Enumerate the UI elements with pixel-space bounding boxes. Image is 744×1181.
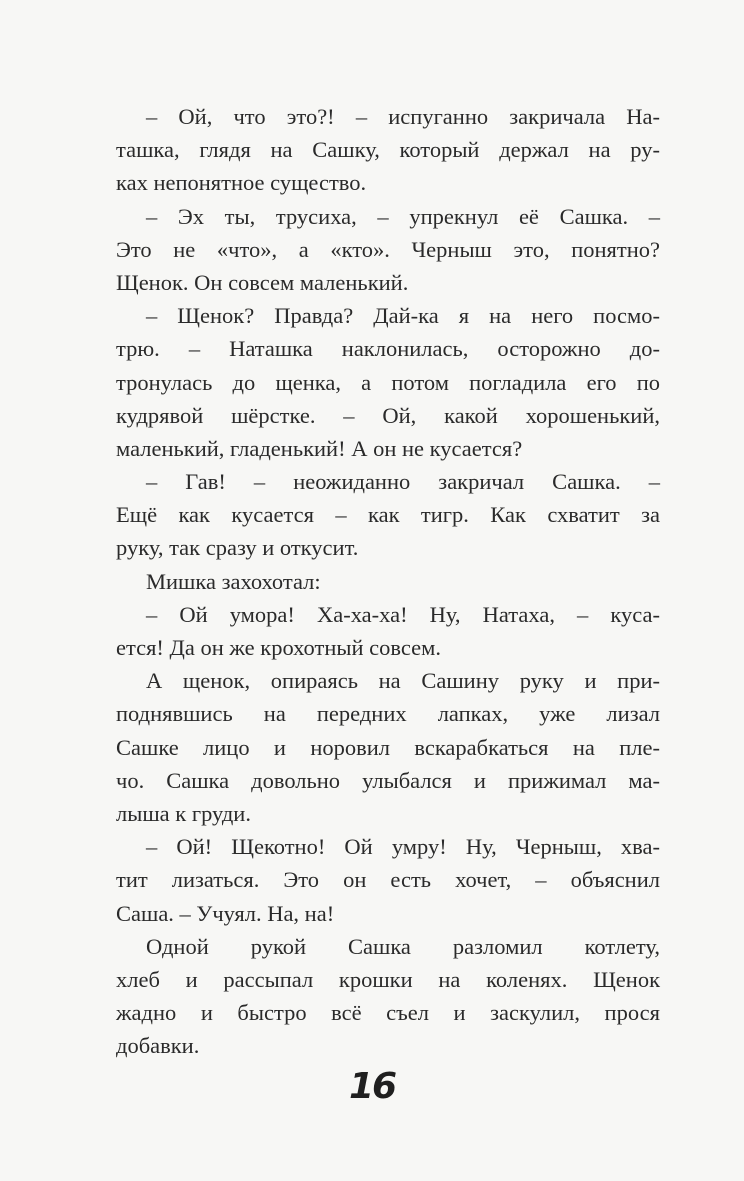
text-line: Ещё как кусается – как тигр. Как схватит за [116, 502, 660, 528]
text-line: маленький, гладенький! А он не кусается? [116, 435, 523, 461]
page-number: 16 [348, 1066, 396, 1107]
text-line: – Ой! Щекотно! Ой умру! Ну, Черныш, хва- [146, 834, 660, 860]
text-line: Щенок. Он совсем маленький. [116, 269, 409, 295]
text-line: жадно и быстро всё съел и заскулил, прося [116, 1000, 660, 1026]
text-line: поднявшись на передних лапках, уже лизал [116, 701, 660, 727]
text-line: – Ой умора! Ха-ха-ха! Ну, Натаха, – куса- [146, 601, 660, 627]
text-line: – Щенок? Правда? Дай-ка я на него посмо- [146, 303, 660, 329]
text-line: – Гав! – неожиданно закричал Сашка. – [146, 469, 660, 495]
text-line: – Эх ты, трусиха, – упрекнул её Сашка. – [146, 203, 660, 229]
text-line: – Ой, что это?! – испуганно закричала На- [146, 104, 660, 129]
text-line: Сашке лицо и норовил вскарабкаться на пле- [116, 734, 660, 760]
text-line: тронулась до щенка, а потом погладила его по [116, 369, 660, 395]
body-text [116, 100, 660, 1062]
text-line: кудрявой шёрстке. – Ой, какой хорошенький, [116, 402, 660, 428]
text-line: ется! Да он же крохотный совсем. [116, 635, 441, 660]
text-line: хлеб и рассыпал крошки на коленях. Щенок [116, 966, 660, 992]
text-line: руку, так сразу и откусит. [116, 535, 359, 561]
text-line: Мишка захохотал: [146, 568, 321, 594]
text-line: лыша к груди. [116, 800, 251, 826]
text-line: трю. – Наташка наклонилась, осторожно до- [116, 336, 660, 362]
text-line: Саша. – Учуял. На, на! [116, 900, 335, 926]
text-line: добавки. [116, 1033, 200, 1059]
text-line: чо. Сашка довольно улыбался и прижимал ма- [116, 767, 660, 793]
text-line: Это не «что», а «кто». Черныш это, понятно? [116, 236, 660, 262]
text-line: Одной рукой Сашка разломил котлету, [146, 933, 660, 959]
text-line: А щенок, опираясь на Сашину руку и при- [146, 668, 660, 694]
text-line: ташка, глядя на Сашку, который держал на ру- [116, 137, 660, 163]
text-line: тит лизаться. Это он есть хочет, – объяснил [116, 867, 660, 893]
text-line: ках непонятное существо. [116, 170, 367, 196]
